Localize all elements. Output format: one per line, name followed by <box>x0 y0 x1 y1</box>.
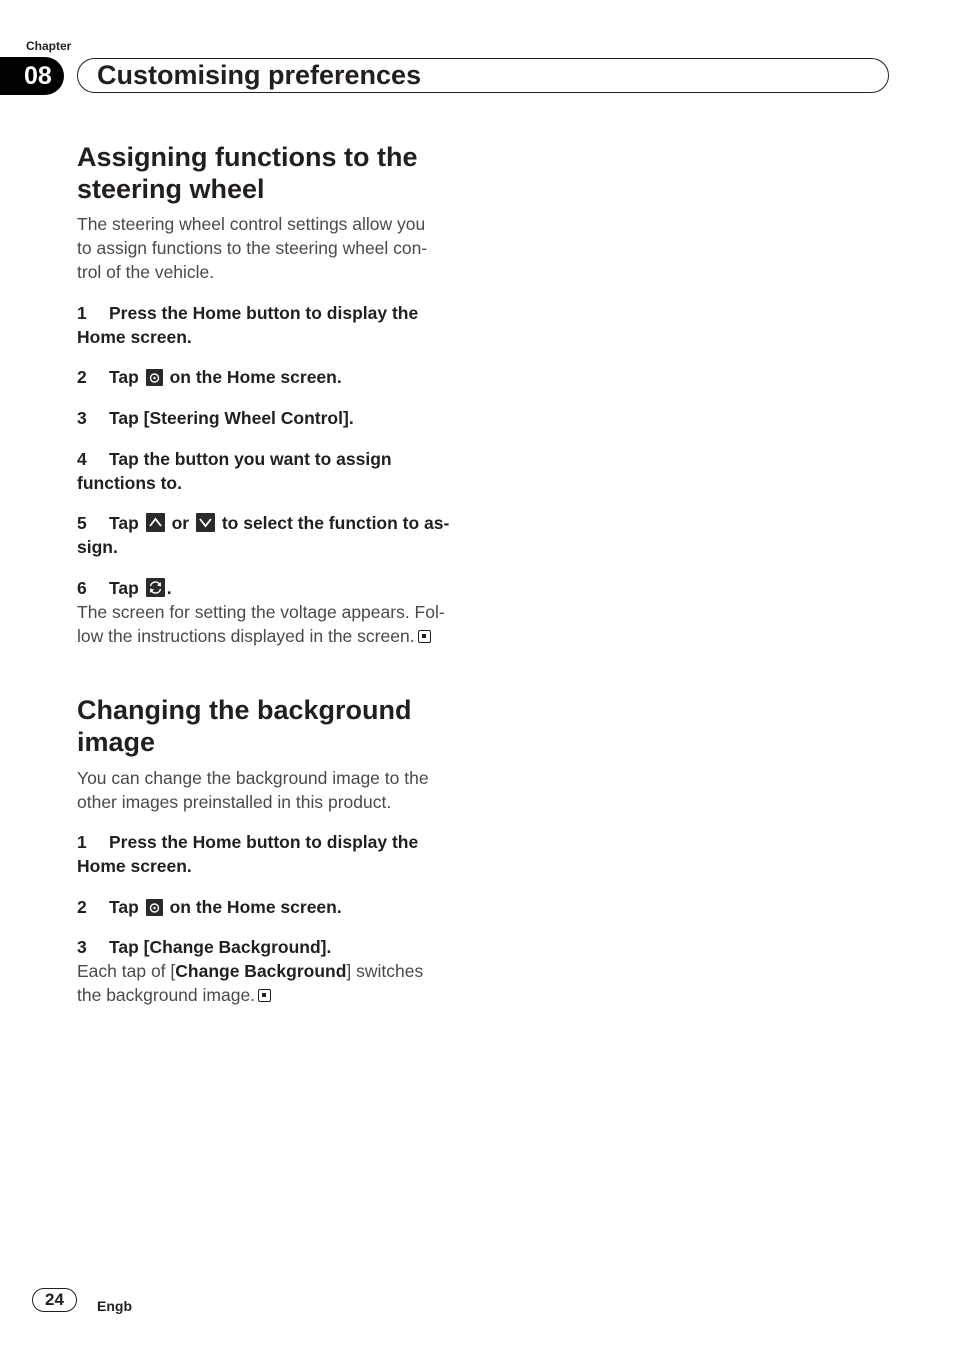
refresh-icon <box>146 578 165 597</box>
step-2: 2 Tap on the Home screen. <box>77 897 342 917</box>
step-5: 5 Tap or to select the function to as- sign. <box>77 513 450 557</box>
settings-icon <box>146 369 163 386</box>
section-title-steering-wheel: Assigning functions to the steering wheel <box>77 142 418 204</box>
section-title-background: Changing the background image <box>77 695 412 757</box>
language-code: Engb <box>97 1298 132 1314</box>
step-3: 3 Tap [Steering Wheel Control]. <box>77 408 354 428</box>
chapter-label: Chapter <box>26 39 72 53</box>
step-1: 1 Press the Home button to display the Home screen. <box>77 303 419 347</box>
chapter-number-tab: 08 <box>0 57 64 95</box>
step-6-note: The screen for setting the voltage appears. Fol- low the instructions displayed in the screen. <box>77 602 445 646</box>
end-mark-icon <box>418 630 431 643</box>
step-4: 4 Tap the button you want to assign functions to. <box>77 449 392 493</box>
step-6: 6 Tap . <box>77 578 172 598</box>
end-mark-icon <box>258 989 271 1002</box>
chevron-down-icon <box>196 513 215 532</box>
section-intro: You can change the background image to the other images preinstalled in this product. <box>77 768 429 812</box>
chapter-title: Customising preferences <box>77 58 889 93</box>
page-number: 24 <box>32 1288 77 1312</box>
step-1: 1 Press the Home button to display the Home screen. <box>77 832 419 876</box>
section-intro: The steering wheel control settings allow you to assign functions to the steering wheel con- trol of the vehicle. <box>77 214 428 282</box>
settings-icon <box>146 899 163 916</box>
step-2: 2 Tap on the Home screen. <box>77 367 342 387</box>
step-3: 3 Tap [Change Background]. <box>77 937 332 957</box>
chevron-up-icon <box>146 513 165 532</box>
step-3-note: Each tap of [Change Background] switches the background image. <box>77 961 424 1005</box>
